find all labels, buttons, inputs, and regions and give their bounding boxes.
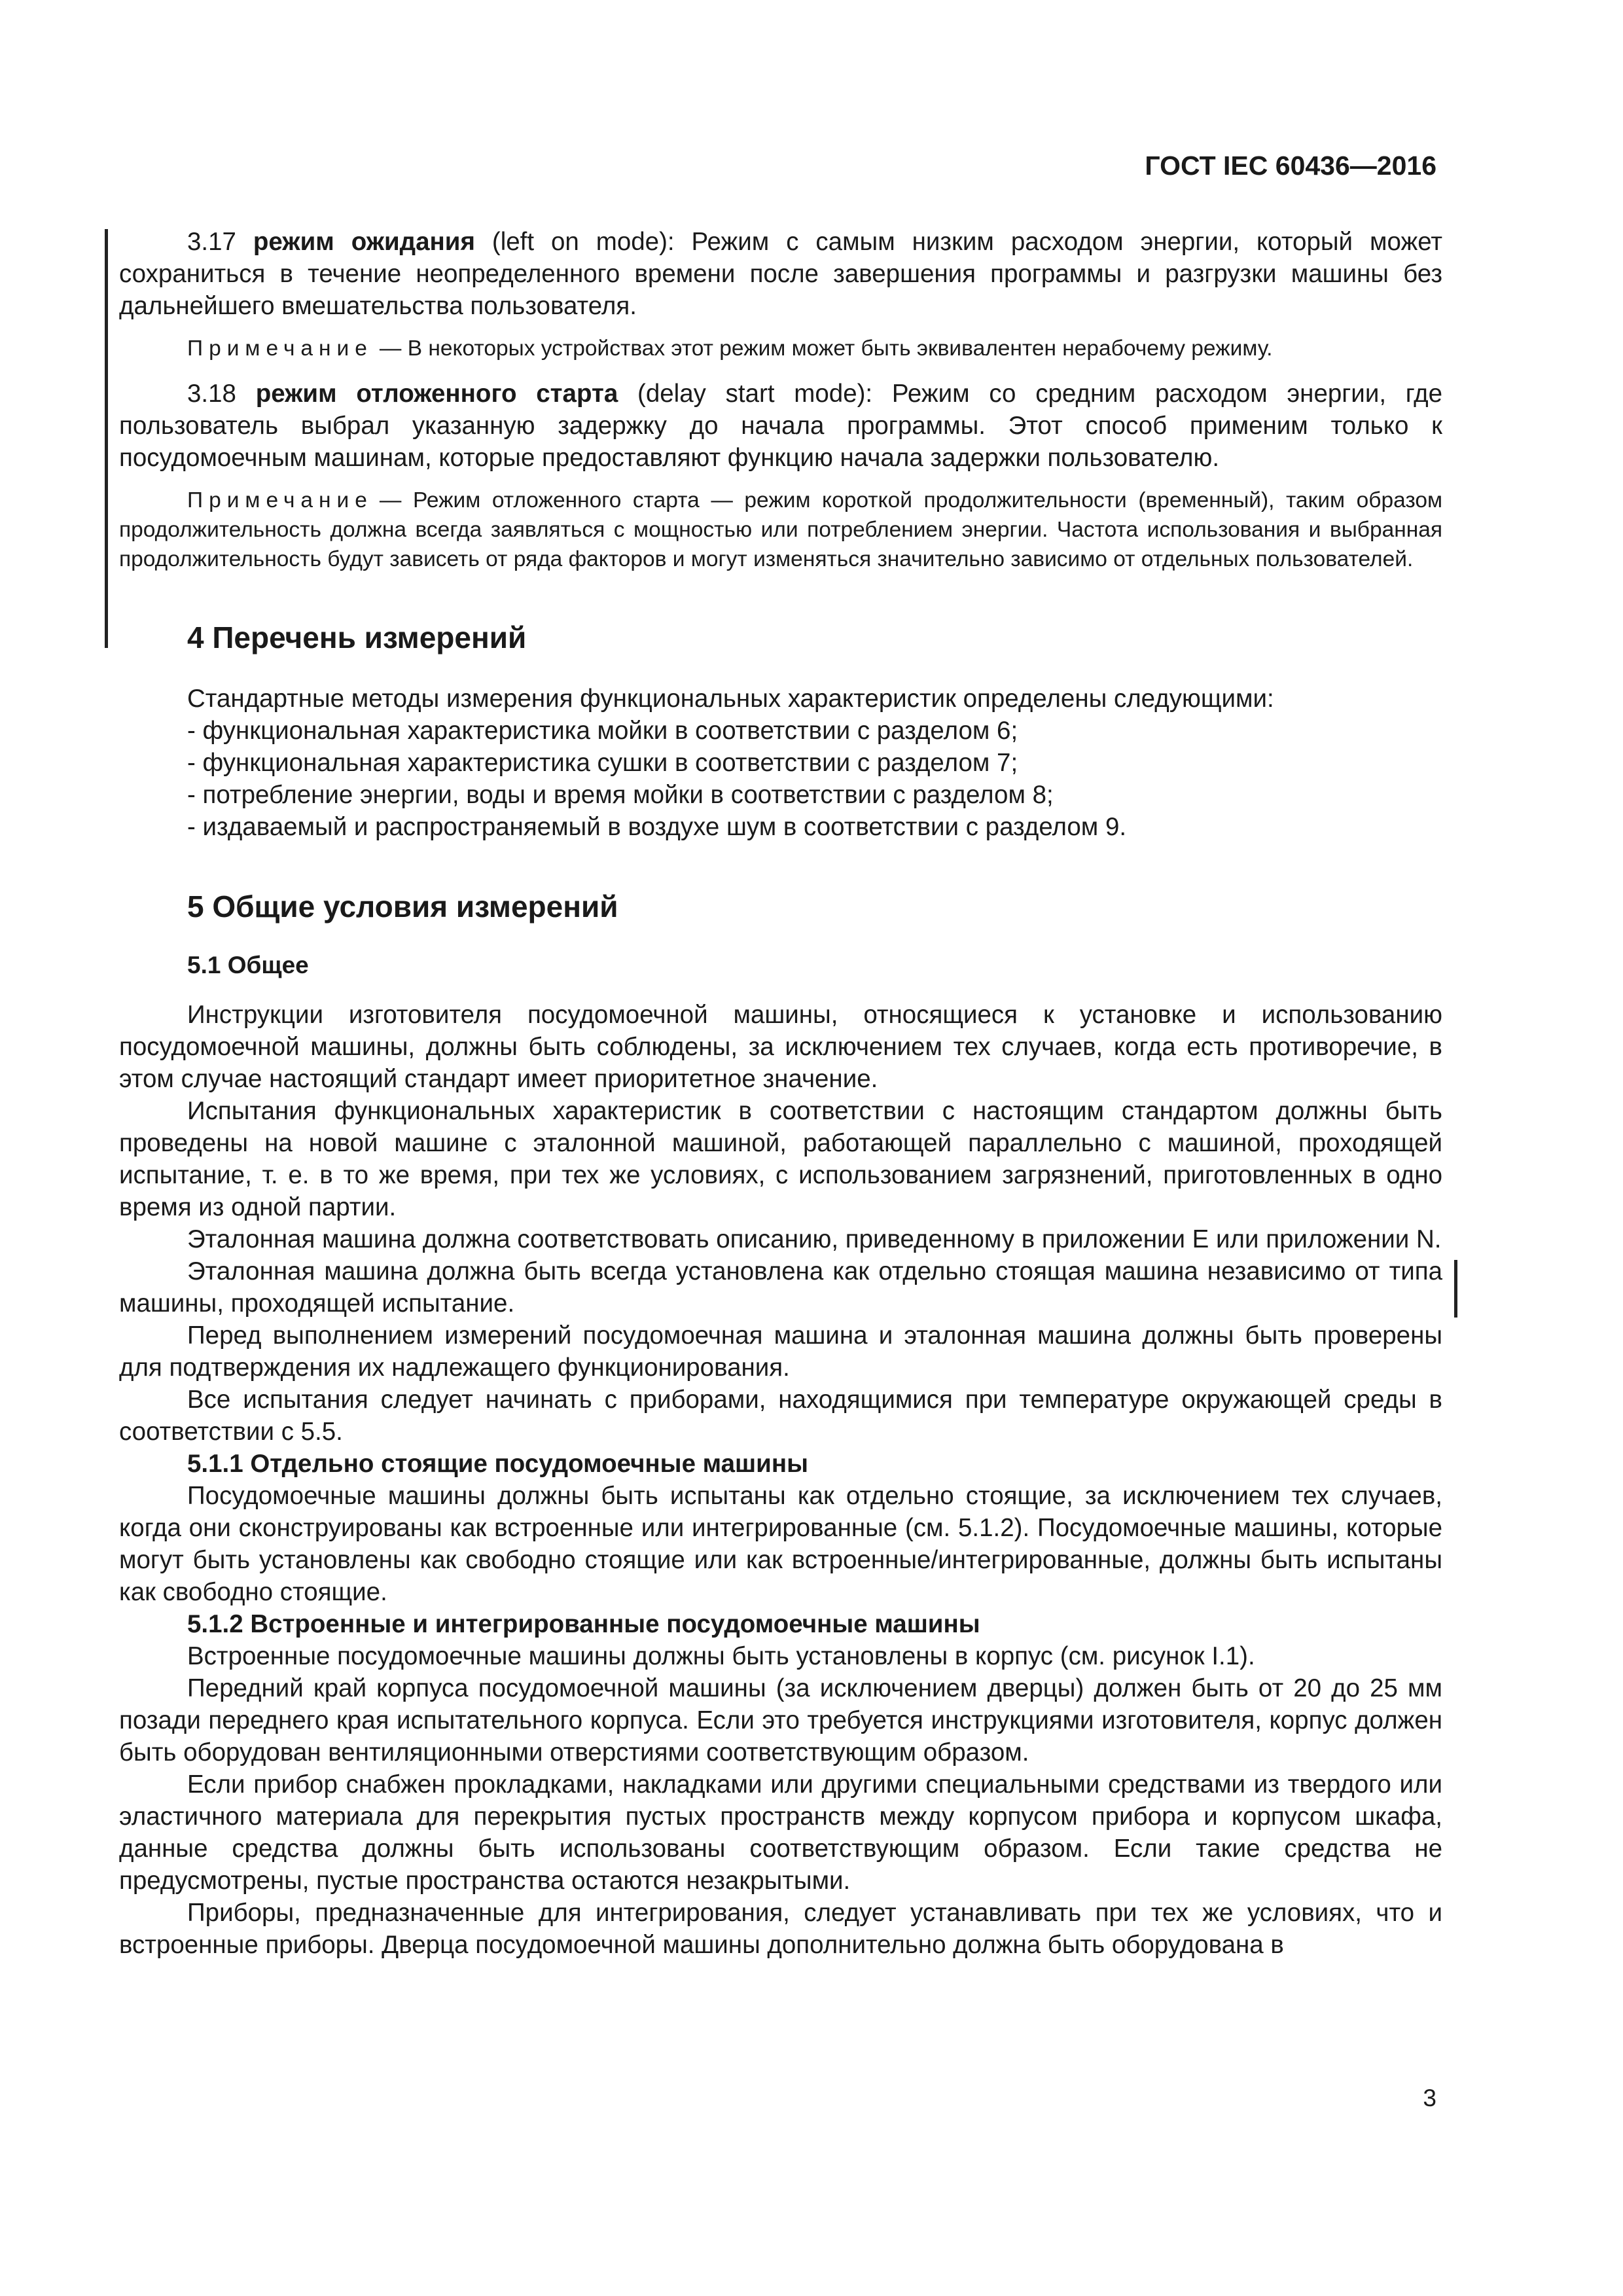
paragraph: Инструкции изготовителя посудомоечной машины, относящиеся к установке и использованию посудомоечной машины, должны быть соблюдены, за исключением тех случаев, когда есть противоречие, в этом случае настоящий стандарт имеет приоритетное значение. [119, 1001, 1442, 1093]
subsection-5-1-2-heading: 5.1.2 Встроенные и интегрированные посудомоечные машины [187, 1610, 980, 1638]
subsection-5-1-1-heading: 5.1.1 Отдельно стоящие посудомоечные машины [187, 1450, 808, 1478]
paragraph: Перед выполнением измерений посудомоечная машина и эталонная машина должны быть проверены для подтверждения их надлежащего функционирования. [119, 1321, 1442, 1382]
section-4-intro: Стандартные методы измерения функциональных характеристик определены следующими: [187, 685, 1274, 713]
change-bar-left [105, 229, 108, 648]
paragraph: Эталонная машина должна быть всегда установлена как отдельно стоящая машина независимо от типа машины, проходящей испытание. [119, 1257, 1442, 1318]
clause-3-18: 3.18 режим отложенного старта (delay start mode): Режим со средним расходом энергии, где пользователь выбрал указанную задержку до начала программы. Этот способ применим только к посудомоечным машинам, которые предоставляют функцию начала задержки пользователю. [119, 380, 1442, 472]
paragraph: Приборы, предназначенные для интегрирования, следует устанавливать при тех же условиях, что и встроенные приборы. Дверца посудомоечной машины дополнительно должна быть оборудована в [119, 1899, 1442, 1959]
list-item: - потребление энергии, воды и время мойки в соответствии с разделом 8; [187, 781, 1054, 809]
note-3-17: Примечание — В некоторых устройствах этот режим может быть эквивалентен нерабочему режиму. [187, 336, 1273, 361]
paragraph: Испытания функциональных характеристик в соответствии с настоящим стандартом должны быть проведены на новой машине с эталонной машиной, работающей параллельно с машиной, проходящей испытание, т. е. в то же время, при тех же условиях, с использованием загрязнений, приготовленных в одно время из одной партии. [119, 1097, 1442, 1221]
note-label: Примечание [187, 488, 373, 512]
paragraph: Посудомоечные машины должны быть испытаны как отдельно стоящие, за исключением тех случаев, когда они сконструированы как встроенные или интегрированные (см. 5.1.2). Посудомоечные машины, которые могут быть установлены как свободно стоящие или как встроенные/интегрированные, должны быть испытаны как свободно стоящие. [119, 1482, 1442, 1606]
standard-code: ГОСТ IEC 60436—2016 [1145, 151, 1436, 181]
paragraph: Передний край корпуса посудомоечной машины (за исключением дверцы) должен быть от 20 до 25 мм позади переднего края испытательного корпуса. Если это требуется инструкциями изготовителя, корпус должен быть оборудован вентиляционными отверстиями соответствующим образом. [119, 1674, 1442, 1767]
list-item: - функциональная характеристика сушки в соответствии с разделом 7; [187, 749, 1018, 777]
paragraph: Встроенные посудомоечные машины должны быть установлены в корпус (см. рисунок I.1). [187, 1642, 1255, 1670]
note-label: Примечание [187, 336, 373, 361]
page-number: 3 [1423, 2085, 1436, 2111]
section-5-heading: 5 Общие условия измерений [187, 889, 618, 924]
clause-3-17: 3.17 режим ожидания (left on mode): Режим с самым низким расходом энергии, который может сохраниться в течение неопределенного времени после завершения программы и разгрузки машины без дальнейшего вмешательства пользователя. [119, 228, 1442, 320]
main-content [119, 226, 1442, 1961]
term-left-on-mode: режим ожидания [253, 228, 475, 256]
change-bar-right [1454, 1260, 1457, 1318]
subsection-5-1-heading: 5.1 Общее [187, 952, 309, 978]
list-item: - издаваемый и распространяемый в воздухе шум в соответствии с разделом 9. [187, 813, 1127, 841]
section-4-heading: 4 Перечень измерений [187, 620, 527, 655]
list-item: - функциональная характеристика мойки в соответствии с разделом 6; [187, 717, 1018, 745]
measurement-list [119, 715, 1442, 843]
paragraph: Все испытания следует начинать с приборами, находящимися при температуре окружающей среды в соответствии с 5.5. [119, 1386, 1442, 1446]
paragraph: Эталонная машина должна соответствовать описанию, приведенному в приложении E или приложении N. [187, 1225, 1442, 1253]
paragraph: Если прибор снабжен прокладками, накладками или другими специальными средствами из твердого или эластичного материала для перекрытия пустых пространств между корпусом прибора и корпусом шкафа, данные средства должны быть использованы соответствующим образом. Если такие средства не предусмотрены, пустые пространства остаются незакрытыми. [119, 1770, 1442, 1895]
term-delay-start-mode: режим отложенного старта [255, 380, 618, 408]
note-3-18: Примечание — Режим отложенного старта — режим короткой продолжительности (временный), таким образом продолжительность должна всегда заявляться с мощностью или потреблением энергии. Частота использования и выбранная продолжительность будут зависеть от ряда факторов и могут изменяться значительно зависимо от отдельных пользователей. [119, 488, 1442, 571]
